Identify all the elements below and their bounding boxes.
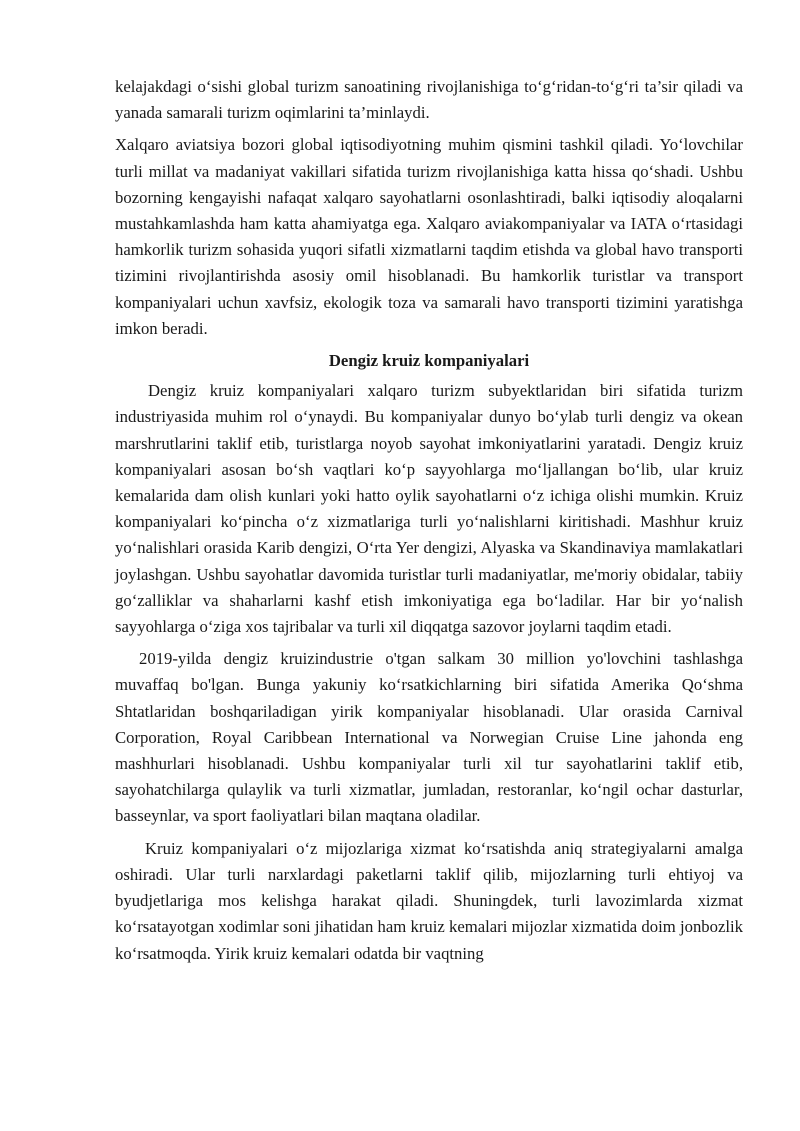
document-page	[115, 74, 743, 973]
paragraph-continuation: kelajakdagi o‘sishi global turizm sanoatining rivojlanishiga to‘g‘ridan-to‘g‘ri ta’sir qiladi va yanada samarali turizm oqimlarini ta’minlaydi.	[115, 77, 743, 123]
paragraph-cruise-intro: Dengiz kruiz kompaniyalari xalqaro turizm subyektlaridan biri sifatida turizm industriyasida muhim rol o‘ynaydi. Bu kompaniyalar dunyo bo‘ylab turli dengiz va okean marshrutlarini taklif etib, turistlarga noyob sayohat imkoniyatlarini yaratadi. Dengiz kruiz kompaniyalari asosan bo‘sh vaqtlari ko‘p sayyohlarga mo‘ljallangan bo‘lib, ular kruiz kemalarida dam olish kunlari yoki hatto oylik sayohatlarni o‘z ichiga olishi mumkin. Kruiz kompaniyalari ko‘pincha o‘z xizmatlariga turli yo‘nalishlarni kiritishadi. Mashhur kruiz yo‘nalishlari orasida Karib dengizi, O‘rta Yer dengizi, Alyaska va Skandinaviya mamlakatlari joylashgan. Ushbu sayohatlar davomida turistlar turli madaniyatlar, me'moriy obidalar, tabiiy go‘zalliklar va shaharlarni kashf etish imkoniyatiga ega bo‘ladilar. Har bir yo‘nalish sayyohlarga o‘ziga xos tajribalar va turli xil diqqatga sazovor joylarni taqdim etadi.	[115, 381, 743, 637]
paragraph-aviation-market: Xalqaro aviatsiya bozori global iqtisodiyotning muhim qismini tashkil qiladi. Yo‘lovchilar turli millat va madaniyat vakillari sifatida turizm rivojlanishiga katta hissa qo‘shadi. Ushbu bozorning kengayishi nafaqat xalqaro sayohatlarni osonlashtiradi, balki iqtisodiy aloqalarni mustahkamlashda ham katta ahamiyatga ega. Xalqaro aviakompaniyalar va IATA o‘rtasidagi hamkorlik turizm sohasida yuqori sifatli xizmatlarni taqdim etishda va global havo transporti tizimini rivojlantirishda asosiy omil hisoblanadi. Bu hamkorlik turistlar va transport kompaniyalari uchun xavfsiz, ekologik toza va samarali havo transporti tizimini yaratishga imkon beradi.	[115, 135, 743, 338]
paragraph-cruise-2019: 2019-yilda dengiz kruizindustrie o'tgan salkam 30 million yo'lovchini tashlashga muvaffaq bo'lgan. Bunga yakuniy ko‘rsatkichlarning biri sifatida Amerika Qo‘shma Shtatlaridan boshqariladigan yirik kompaniyalar hisoblanadi. Ular orasida Carnival Corporation, Royal Caribbean International va Norwegian Cruise Line jahonda eng mashhurlari hisoblanadi. Ushbu kompaniyalar turli xil tur sayohatlarini taklif etib, sayohatchilarga qulaylik va turli xizmatlar, jumladan, restoranlar, ko‘ngil ochar dasturlar, basseynlar, va sport faoliyatlari bilan maqtana oladilar.	[115, 649, 743, 826]
section-heading: Dengiz kruiz kompaniyalari	[328, 351, 530, 371]
paragraph-cruise-strategy: Kruiz kompaniyalari o‘z mijozlariga xizmat ko‘rsatishda aniq strategiyalarni amalga oshiradi. Ular turli narxlardagi paketlarni taklif qilib, mijozlarning turli ehtiyoj va byudjetlariga mos kelishga harakat qiladi. Shuningdek, turli lavozimlarda xizmat ko‘rsatayotgan xodimlar soni jihatidan ham kruiz kemalari mijozlar xizmatida doim jonbozlik ko‘rsatmoqda. Yirik kruiz kemalari odatda bir vaqtning	[115, 838, 743, 963]
